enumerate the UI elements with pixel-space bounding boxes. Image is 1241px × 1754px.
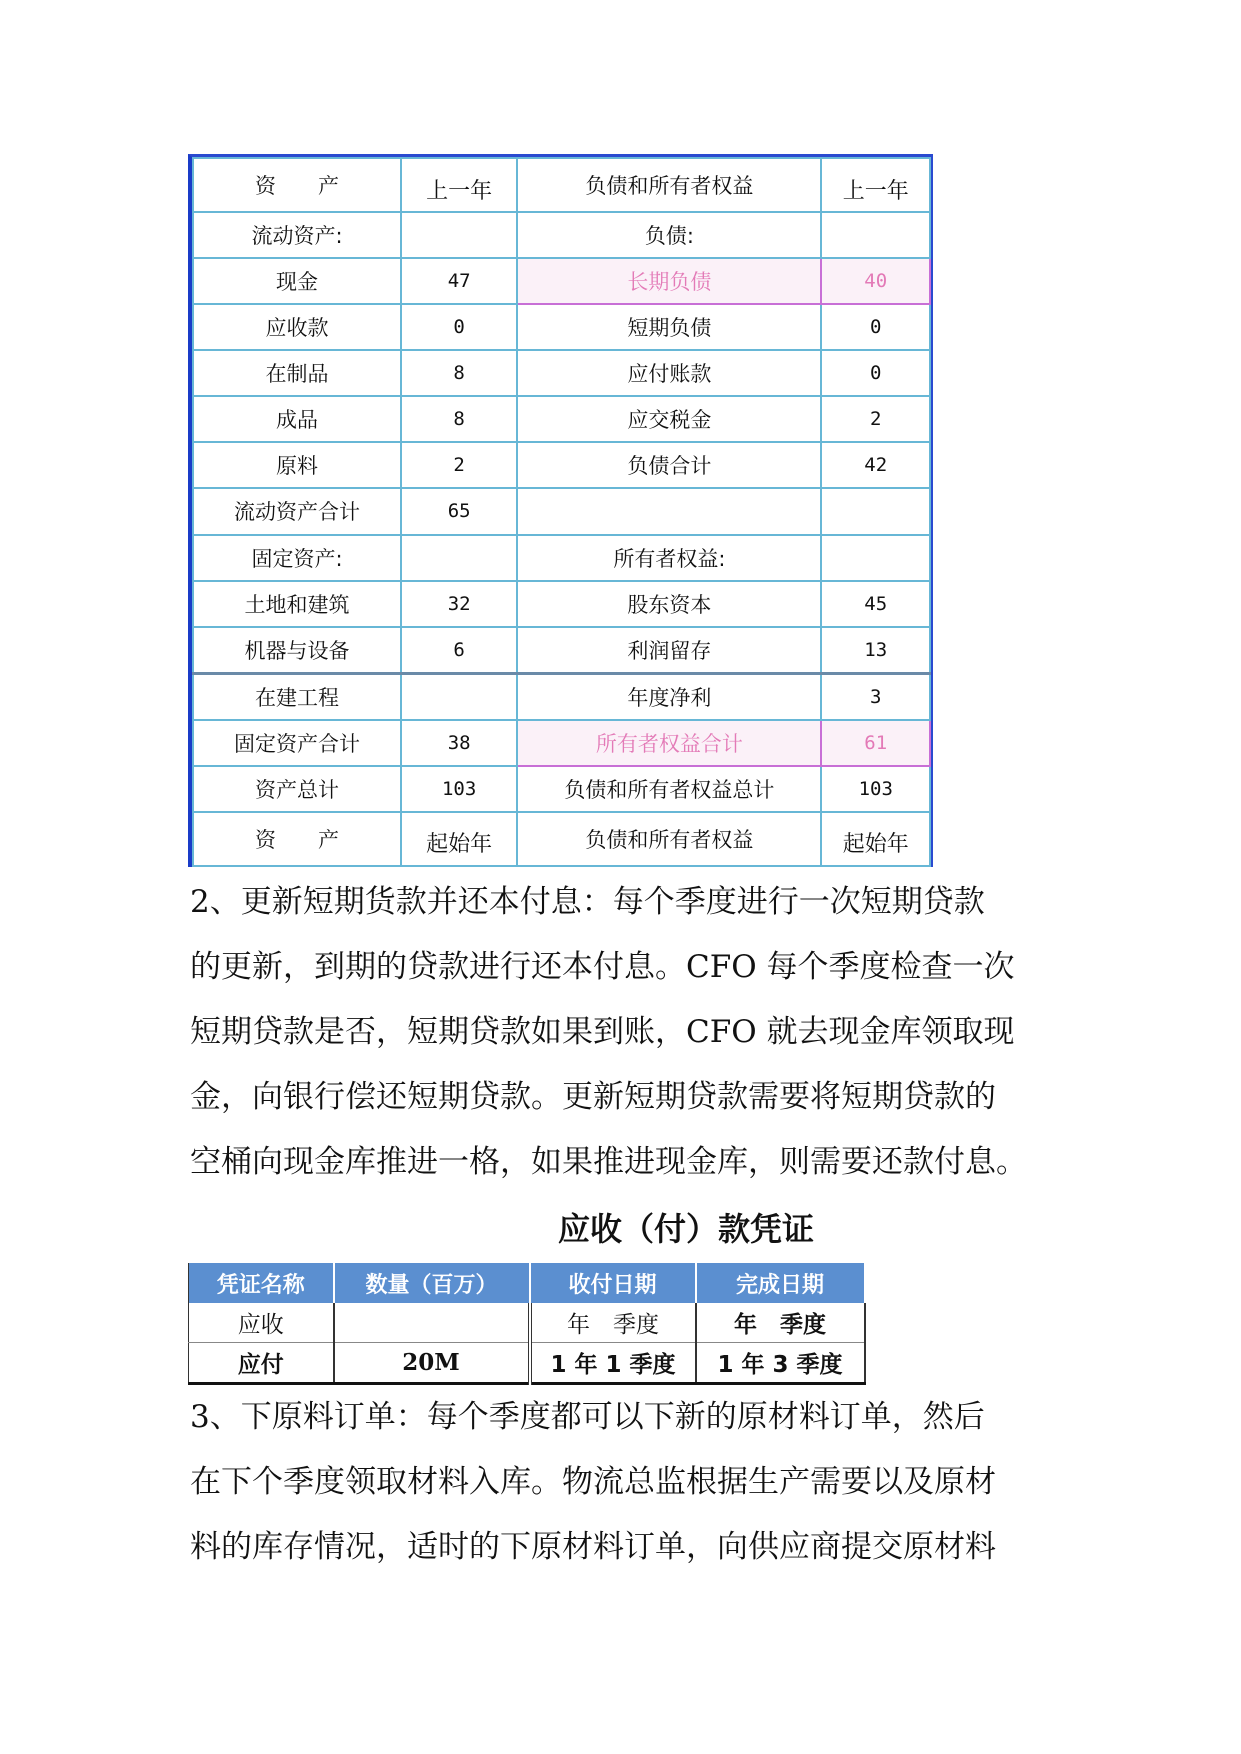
voucher-header-finish-date: 完成日期: [696, 1263, 865, 1303]
footer-liab-equity: 负债和所有者权益: [517, 812, 821, 866]
header-prev-year-liab: 上一年: [821, 158, 930, 212]
asset-value: 38: [401, 720, 517, 766]
liab-label-highlighted: 所有者权益合计: [517, 720, 821, 766]
asset-value: 47: [401, 258, 517, 304]
liab-label: 负债合计: [517, 442, 821, 488]
balance-sheet-footer-row: [193, 812, 930, 866]
balance-sheet-header-row: [193, 158, 930, 212]
liab-label: 负债:: [517, 212, 821, 258]
liab-value: 45: [821, 581, 930, 627]
liab-value: 103: [821, 766, 930, 812]
paragraph-line: 金，向银行偿还短期贷款。更新短期贷款需要将短期贷款的: [190, 1079, 996, 1115]
paragraph-line: 在下个季度领取材料入库。物流总监根据生产需要以及原材: [190, 1464, 996, 1500]
liab-value: 42: [821, 442, 930, 488]
asset-value: 0: [401, 304, 517, 350]
liab-value: 0: [821, 350, 930, 396]
asset-value: [401, 673, 517, 720]
footer-start-year-assets: 起始年: [401, 812, 517, 866]
asset-value: 32: [401, 581, 517, 627]
asset-value: 65: [401, 488, 517, 534]
voucher-cell: 应收: [189, 1303, 334, 1343]
footer-start-year-liab: 起始年: [821, 812, 930, 866]
asset-label: 机器与设备: [193, 627, 401, 674]
voucher-title: 应收（付）款凭证: [558, 1210, 815, 1248]
asset-label: 固定资产合计: [193, 720, 401, 766]
liab-value: [821, 535, 930, 581]
paragraph-line: 3、下原料订单：每个季度都可以下新的原材料订单，然后: [190, 1399, 985, 1435]
table-row: [193, 535, 930, 581]
asset-label: 固定资产:: [193, 535, 401, 581]
balance-sheet-table: [192, 157, 931, 867]
voucher-header-row: [189, 1263, 865, 1303]
liab-value: 2: [821, 396, 930, 442]
liab-label: 短期负债: [517, 304, 821, 350]
balance-sheet: [188, 154, 933, 867]
table-row: [193, 720, 930, 766]
liab-label: 年度净利: [517, 673, 821, 720]
asset-value: [401, 535, 517, 581]
table-row: [189, 1343, 865, 1384]
asset-label: 在建工程: [193, 673, 401, 720]
liab-value-highlighted: 40: [821, 258, 930, 304]
voucher-cell: 20M: [334, 1343, 530, 1384]
liab-value-highlighted: 61: [821, 720, 930, 766]
paragraph-line: 的更新，到期的贷款进行还本付息。CFO 每个季度检查一次: [190, 949, 1015, 985]
paragraph-line: 料的库存情况，适时的下原材料订单，向供应商提交原材料: [190, 1529, 996, 1565]
asset-label: 原料: [193, 442, 401, 488]
table-row: [193, 442, 930, 488]
paragraph-3: [190, 1385, 1070, 1580]
voucher-header-pay-date: 收付日期: [530, 1263, 696, 1303]
voucher: [188, 1263, 864, 1383]
liab-label: 应付账款: [517, 350, 821, 396]
asset-value: 8: [401, 350, 517, 396]
voucher-header-name: 凭证名称: [189, 1263, 334, 1303]
asset-label: 应收款: [193, 304, 401, 350]
liab-label: 负债和所有者权益总计: [517, 766, 821, 812]
liab-label: 应交税金: [517, 396, 821, 442]
voucher-cell: [334, 1303, 530, 1343]
liab-value: 13: [821, 627, 930, 674]
asset-label: 土地和建筑: [193, 581, 401, 627]
asset-value: 103: [401, 766, 517, 812]
liab-value: [821, 488, 930, 534]
table-row: [193, 766, 930, 812]
paragraph-2: [190, 870, 1070, 1195]
asset-value: 6: [401, 627, 517, 674]
voucher-cell: 1 年 3 季度: [696, 1343, 865, 1384]
asset-label: 流动资产合计: [193, 488, 401, 534]
paragraph-line: 短期贷款是否，短期贷款如果到账，CFO 就去现金库领取现: [190, 1014, 1015, 1050]
table-row: [189, 1303, 865, 1343]
liab-label: [517, 488, 821, 534]
asset-label: 在制品: [193, 350, 401, 396]
voucher-cell: 年 季度: [530, 1303, 696, 1343]
liab-value: 3: [821, 673, 930, 720]
liab-value: 0: [821, 304, 930, 350]
table-row: [193, 488, 930, 534]
table-row: [193, 581, 930, 627]
voucher-cell: 年 季度: [696, 1303, 865, 1343]
liab-label: 利润留存: [517, 627, 821, 674]
asset-label: 现金: [193, 258, 401, 304]
table-row: [193, 212, 930, 258]
table-row: [193, 673, 930, 720]
table-row: [193, 627, 930, 674]
header-assets: 资 产: [193, 158, 401, 212]
asset-value: [401, 212, 517, 258]
paragraph-line: 2、更新短期货款并还本付息：每个季度进行一次短期贷款: [190, 884, 985, 920]
asset-label: 流动资产:: [193, 212, 401, 258]
table-row: [193, 396, 930, 442]
table-row: [193, 304, 930, 350]
asset-value: 8: [401, 396, 517, 442]
voucher-cell: 应付: [189, 1343, 334, 1384]
liab-label-highlighted: 长期负债: [517, 258, 821, 304]
asset-label: 成品: [193, 396, 401, 442]
header-liab-equity: 负债和所有者权益: [517, 158, 821, 212]
liab-value: [821, 212, 930, 258]
paragraph-line: 空桶向现金库推进一格，如果推进现金库，则需要还款付息。: [190, 1144, 1027, 1180]
voucher-table: [188, 1263, 866, 1385]
voucher-header-amount: 数量（百万）: [334, 1263, 530, 1303]
footer-assets: 资 产: [193, 812, 401, 866]
liab-label: 所有者权益:: [517, 535, 821, 581]
header-prev-year-assets: 上一年: [401, 158, 517, 212]
asset-value: 2: [401, 442, 517, 488]
liab-label: 股东资本: [517, 581, 821, 627]
table-row: [193, 350, 930, 396]
table-row: [193, 258, 930, 304]
voucher-cell: 1 年 1 季度: [530, 1343, 696, 1384]
asset-label: 资产总计: [193, 766, 401, 812]
